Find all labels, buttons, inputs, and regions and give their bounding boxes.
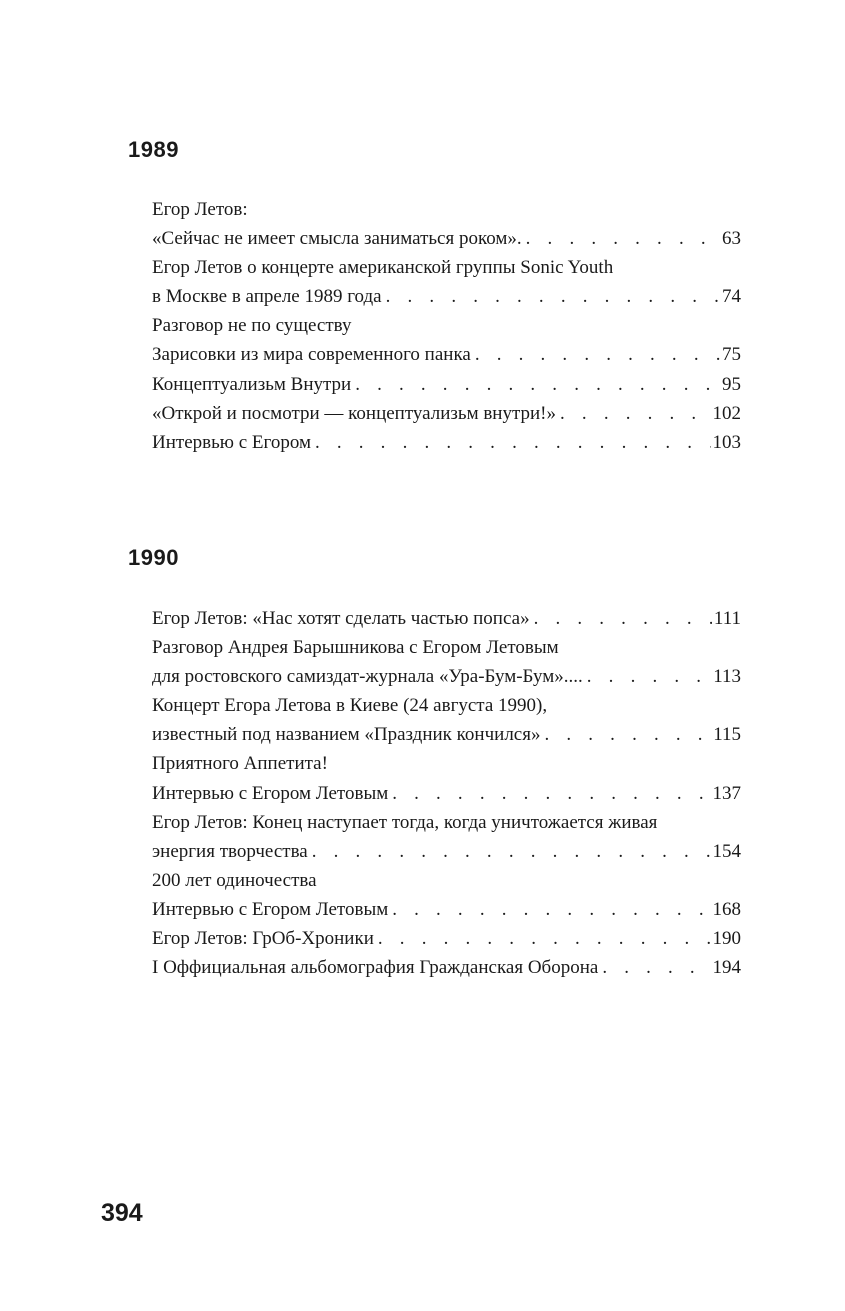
leader-dots [556, 399, 710, 428]
toc-entry-text: в Москве в апреле 1989 года [152, 286, 382, 308]
toc-entry[interactable] [152, 282, 741, 311]
toc-page-number: 168 [712, 898, 741, 920]
toc-entry[interactable] [152, 837, 741, 866]
toc-entry-text: Интервью с Егором [152, 431, 311, 453]
section-year-1990: 1990 [128, 545, 179, 570]
toc-entry[interactable] [152, 340, 741, 369]
toc-line [152, 691, 741, 720]
toc-page-number: 95 [722, 373, 741, 395]
toc-list-1990 [152, 604, 741, 982]
toc-page-number: 75 [722, 344, 741, 366]
toc-entry-text: Егор Летов: «Нас хотят сделать частью попса» [152, 608, 530, 629]
toc-entry-text: I Оффициальная альбомография Гражданская Оборона [152, 957, 599, 979]
toc-page-number: 137 [712, 782, 741, 804]
toc-entry-text: «Открой и посмотри — концептуализьм внутри!» [152, 402, 557, 424]
leader-dots [598, 953, 710, 982]
toc-entry-text: Разговор Андрея Барышникова с Егором Летовым [152, 637, 559, 659]
toc-entry-text: Концептуализьм Внутри [152, 373, 352, 395]
leader-dots [351, 370, 720, 399]
leader-dots [374, 924, 711, 953]
leader-dots [388, 895, 710, 924]
leader-dots [471, 340, 720, 369]
toc-line [152, 253, 741, 282]
toc-entry-text: Интервью с Егором Летовым [152, 898, 389, 920]
toc-page-number: 102 [712, 402, 741, 424]
toc-entry-text: Приятного Аппетита! [152, 753, 328, 775]
toc-page-number: 113 [713, 666, 741, 688]
toc-entry[interactable] [152, 399, 741, 428]
toc-entry-text: для ростовского самиздат-журнала «Ура-Бум-Бум».... [152, 666, 583, 688]
toc-entry-text: Егор Летов о концерте американской группы Sonic Youth [152, 257, 614, 279]
toc-entry-text: Разговор не по существу [152, 315, 352, 337]
toc-entry-text: Егор Летов: [152, 199, 248, 220]
toc-page-number: 111 [713, 608, 741, 629]
toc-entry-text: 200 лет одиночества [152, 869, 317, 891]
toc-entry-text: «Сейчас не имеет смысла заниматься роком». [152, 228, 522, 250]
page-number: 394 [101, 1199, 143, 1227]
toc-entry[interactable] [152, 720, 741, 749]
toc-line [152, 311, 741, 340]
toc-page-number: 74 [722, 286, 741, 308]
leader-dots [522, 224, 720, 253]
toc-entry[interactable] [152, 779, 741, 808]
toc-entry-text: Зарисовки из мира современного панка [152, 344, 471, 366]
toc-entry[interactable] [152, 428, 741, 457]
toc-entry[interactable] [152, 224, 741, 253]
toc-line [152, 195, 741, 224]
toc-entry[interactable] [152, 895, 741, 924]
toc-page-number: 103 [712, 431, 741, 453]
toc-entry-text: известный под названием «Праздник кончился» [152, 724, 541, 746]
toc-line [152, 749, 741, 778]
toc-entry[interactable] [152, 370, 741, 399]
toc-entry[interactable] [152, 924, 741, 953]
leader-dots [308, 837, 711, 866]
toc-page-number: 63 [722, 228, 741, 250]
toc-page-number: 115 [713, 724, 741, 746]
toc-page-number: 154 [712, 840, 741, 862]
toc-entry-text: Егор Летов: ГрОб-Хроники [152, 928, 374, 950]
leader-dots [382, 282, 720, 311]
toc-entry-text: энергия творчества [152, 840, 308, 862]
toc-entry[interactable] [152, 662, 741, 691]
leader-dots [388, 779, 710, 808]
leader-dots [583, 662, 711, 691]
toc-line [152, 866, 741, 895]
toc-list-1989 [152, 195, 741, 457]
toc-entry-text: Егор Летов: Конец наступает тогда, когда уничтожается живая [152, 811, 658, 833]
section-year-1989: 1989 [128, 137, 179, 162]
leader-dots [530, 604, 712, 633]
toc-entry-text: Интервью с Егором Летовым [152, 782, 389, 804]
leader-dots [540, 720, 711, 749]
toc-page-number: 194 [712, 957, 741, 979]
toc-entry[interactable] [152, 953, 741, 982]
toc-line [152, 808, 741, 837]
leader-dots [311, 428, 711, 457]
toc-page-number: 190 [712, 928, 741, 950]
toc-line [152, 633, 741, 662]
toc-entry-text: Концерт Егора Летова в Киеве (24 августа 1990), [152, 695, 548, 717]
toc-entry[interactable] [152, 604, 741, 633]
